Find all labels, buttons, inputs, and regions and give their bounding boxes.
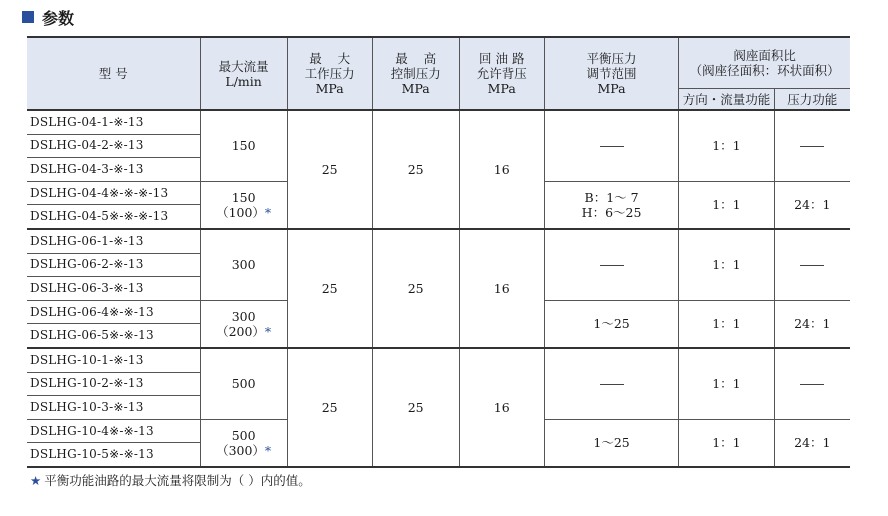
header-max-flow: 最大流量 L/min [200,37,287,110]
model-cell: DSLHG-04-3-※-13 [27,158,200,182]
ratio-direction-cell: 1：1 [679,110,774,181]
max-flow-cell: 500 （300）* [200,419,287,467]
ratio-pressure-cell [774,110,850,181]
dash-icon [600,265,624,266]
model-cell: DSLHG-04-4※-※-※-13 [27,181,200,205]
model-cell: DSLHG-04-5※-※-※-13 [27,205,200,229]
dash-icon [600,384,624,385]
model-cell: DSLHG-06-1-※-13 [27,229,200,253]
dash-icon [600,146,624,147]
back-pressure-cell: 16 [459,348,544,467]
balance-range-cell [544,348,679,419]
ratio-direction-cell: 1：1 [679,229,774,300]
dash-icon [800,146,824,147]
model-cell: DSLHG-10-1-※-13 [27,348,200,372]
max-flow-cell: 150 （100）* [200,181,287,229]
dash-icon [800,384,824,385]
max-working-pressure-cell: 25 [287,229,372,348]
header-max-control-pressure: 最 高 控制压力 MPa [372,37,459,110]
parameters-table [27,36,850,468]
ratio-direction-cell: 1：1 [679,300,774,348]
model-cell: DSLHG-06-3-※-13 [27,277,200,301]
ratio-pressure-cell [774,229,850,300]
model-cell: DSLHG-10-3-※-13 [27,396,200,420]
header-pressure-function: 压力功能 [774,89,850,111]
header-balance-range: 平衡压力 调节范围 MPa [544,37,679,110]
header-max-working-pressure: 最 大 工作压力 MPa [287,37,372,110]
star-icon: ★ [30,473,42,488]
header-direction-flow: 方向・流量功能 [679,89,774,111]
star-mark: * [264,204,272,220]
balance-range-cell: B：1～ 7 H：6～25 [544,181,679,229]
balance-range-cell: 1～25 [544,419,679,467]
max-control-pressure-cell: 25 [372,348,459,467]
header-area-ratio: 阀座面积比 （阀座径面积：环状面积） [679,37,850,89]
balance-range-cell [544,229,679,300]
model-cell: DSLHG-10-5※-※-13 [27,443,200,467]
max-flow-cell: 150 [200,110,287,181]
model-cell: DSLHG-10-2-※-13 [27,372,200,396]
max-working-pressure-cell: 25 [287,348,372,467]
max-working-pressure-cell: 25 [287,110,372,229]
balance-range-cell: 1～25 [544,300,679,348]
footnote-text: 平衡功能油路的最大流量将限制为（ ）内的值。 [44,473,311,488]
ratio-pressure-cell [774,348,850,419]
back-pressure-cell: 16 [459,110,544,229]
max-control-pressure-cell: 25 [372,229,459,348]
back-pressure-cell: 16 [459,229,544,348]
ratio-pressure-cell: 24：1 [774,300,850,348]
footnote [30,471,311,489]
section-title-text: 参数 [42,8,75,28]
model-cell: DSLHG-10-4※-※-13 [27,419,200,443]
square-bullet-icon [22,11,34,23]
ratio-direction-cell: 1：1 [679,348,774,419]
star-mark: * [264,442,272,458]
model-cell: DSLHG-06-5※-※-13 [27,324,200,348]
ratio-direction-cell: 1：1 [679,419,774,467]
section-title [22,6,74,28]
ratio-pressure-cell: 24：1 [774,181,850,229]
model-cell: DSLHG-06-4※-※-13 [27,300,200,324]
max-control-pressure-cell: 25 [372,110,459,229]
max-flow-cell: 300 （200）* [200,300,287,348]
max-flow-cell: 300 [200,229,287,300]
header-return-back-pressure: 回 油 路 允许背压 MPa [459,37,544,110]
model-cell: DSLHG-06-2-※-13 [27,253,200,277]
balance-range-cell [544,110,679,181]
model-cell: DSLHG-04-1-※-13 [27,110,200,134]
ratio-pressure-cell: 24：1 [774,419,850,467]
star-mark: * [264,323,272,339]
model-cell: DSLHG-04-2-※-13 [27,134,200,158]
ratio-direction-cell: 1：1 [679,181,774,229]
dash-icon [800,265,824,266]
header-model: 型 号 [27,37,200,110]
max-flow-cell: 500 [200,348,287,419]
